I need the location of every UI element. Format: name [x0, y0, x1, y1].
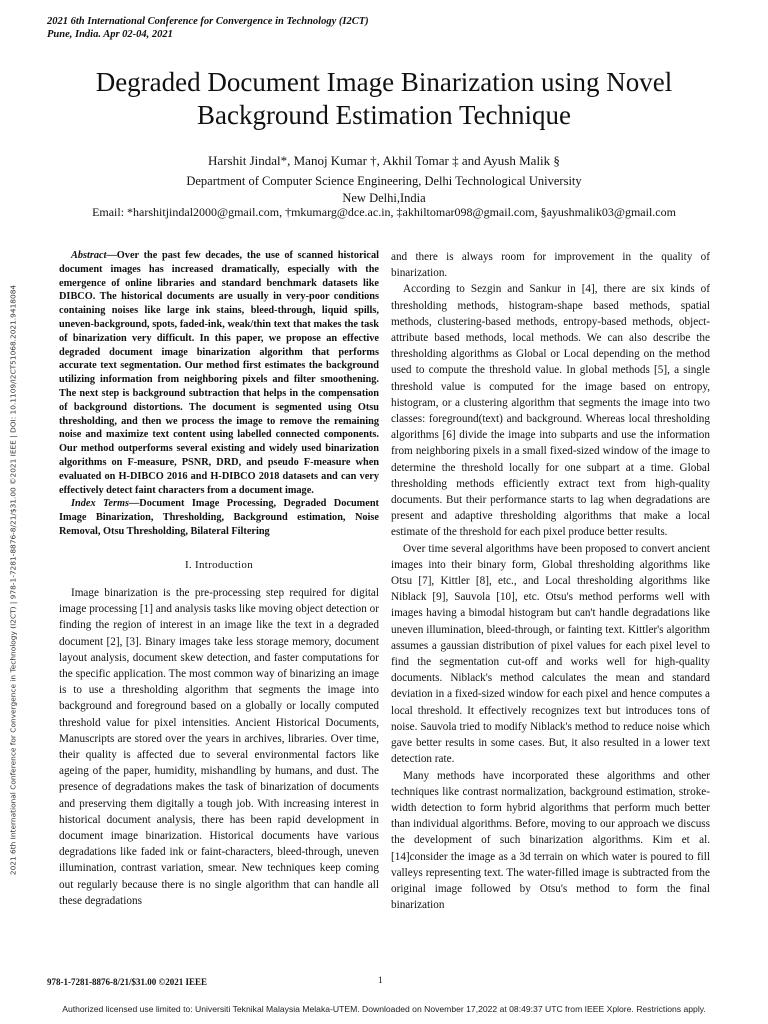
conference-name: 2021 6th International Conference for Convergence in Technology (I2CT) — [47, 16, 369, 27]
body-paragraph-hybrid: Many methods have incorporated these algorithms and other techniques like contrast normalization, background estimation, stroke-width detection to form hybrid algorithms that perform much better than individual algorithms. Before, moving to our approach we discuss the development of such binarization algorithms. Kim et al. [14]consider the image as a 3d terrain on which water is poured to fill valleys representing text. The water-filled image is subtracted from the original image followed by Otsu's method to form the final binarization — [391, 769, 710, 912]
abstract-text: —Over the past few decades, the use of scanned historical document images has increased dramatically, especially with the emergence of online libraries and standard benchmark datasets like DIBCO. The historical documents are usually in very-poor conditions containing noises like large ink stains, bleed-through, liquid spills, uneven-background, spots, faded-ink, weak/thin text that makes the task of binarization very difficult. In this paper, we propose an effective degraded document image binarization algorithm that performs accurate text segmentation. Our method first estimates the background utilizing information from neighboring pixels and filter smoothening. The next step is background subtraction that helps in the compensation of background distortions. The document is segmented using Otsu thresholding, and then we process the image to remove the remaining noise and maximize text content using labelled connected components. Our method outperforms several existing and widely used binarization algorithms on F-measure, PSNR, DRD, and pseudo F-measure when evaluated on H-DIBCO 2016 and H-DIBCO 2018 datasets and can very effectively detect faint characters from a document image. — [59, 250, 379, 496]
abstract-label: Abstract — [71, 250, 107, 261]
license-notice: Authorized licensed use limited to: Universiti Teknikal Malaysia Melaka-UTEM. Downloaded on November 17,2022 at 08:49:37 UTC from IEEE Xplore. Restrictions apply. — [62, 1004, 706, 1014]
conference-header — [47, 16, 369, 41]
right-column — [391, 249, 710, 913]
side-citation-text: 2021 6th International Conference for Convergence in Technology (I2CT) | 978-1-7281-8876-8/21/$31.00 ©2021 IEEE | DOI: 10.1109/I2CT51068.2021.9418084 — [8, 284, 18, 876]
section-heading-introduction: I. Introduction — [184, 558, 254, 571]
body-paragraph-algorithms: Over time several algorithms have been proposed to convert ancient images into their binary form, Global thresholding algorithms like Otsu [7], Kittler [8], etc., and Local thresholding algorithms like Niblack [9], Sauvola [10], etc. Otsu's method performs well with images having a bimodal histogram but can't handle degradations like uneven illumination, bleed-through, or fainting text. Kittler's algorithm assumes a gaussian distribution of pixel values for each pixel level to find the segmentation cut-off and works well for high-quality documents. Niblack's method calculates the mean and standard deviation in a fixed-sized window for each pixel and hence computes a local threshold. It effectively recognizes text but introduces tons of noise. Sauvola tried to modify Niblack's method to reduce noise which gave better results in some cases. But, it also resulted in a lower text detection rate. — [391, 542, 710, 766]
intro-paragraph: Image binarization is the pre-processing step required for digital image processing [1] and analysis tasks like moving object detection or finding the region of interest in an image like the text in a degraded document [2], [3]. Binary images take less storage memory, document layout analysis, document skew detection, and faster computations for the specific application. The most common way of binarizing an image is to use a thresholding algorithm that segments the image into background and foreground based on a globally or locally computed threshold value for pixel intensities. Ancient Historical Documents, Manuscripts are stored over the years in archives, libraries. Over time, their quality is affected due to several environmental factors like ageing of the paper, humidity, mishandling by humans, and dust. The presence of degradations makes the task of binarization of documents and preserving them digitally a tough job. With increasing interest in historical document analysis, there has been rapid development in document image binarization. Historical documents have various degradations like faded ink or faint-characters, bleed-through, uneven illumination, contrast variation, smear. New techniques keep coming out regularly because there is no single algorithm that can handle all these degradations — [59, 586, 379, 907]
index-terms-label: Index Terms — [71, 498, 129, 510]
index-terms-text: —Document Image Processing, Degraded Document Image Binarization, Thresholding, Background estimation, Noise Removal, Otsu Thresholding, Bilateral Filtering — [59, 498, 379, 537]
author-list: Harshit Jindal*, Manoj Kumar †, Akhil Tomar ‡ and Ayush Malik § — [208, 153, 560, 168]
body-paragraph-thresholding: According to Sezgin and Sankur in [4], there are six kinds of thresholding methods, histogram-shape based methods, spatial methods, clustering-based methods, entropy-based methods, object-attribute based methods, local methods. We can also describe the thresholding algorithms as Global or Local depending on the method used to compute the threshold value. In global methods [5], a single threshold value is computed for the image based on entropy, histogram, or a clustering algorithm that segments the image into two classes: foreground(text) and background. Whereas local thresholding algorithms [6] divide the image into subparts and use the information from neighboring pixels in a small fixed-sized window of the image to determine the threshold locally for one subpart at a time. Global thresholding methods efficiently extract text from high-quality documents. But their performance starts to lag when degradations are present and adaptive thresholding algorithms that make a local estimate of the threshold for each pixel produce better results. — [391, 283, 710, 539]
index-terms — [59, 497, 379, 538]
left-column — [59, 249, 379, 909]
abstract — [59, 249, 379, 497]
affiliation — [40, 173, 728, 207]
body-paragraph-continued: and there is always room for improvement in the quality of binarization. — [391, 251, 710, 280]
page-number: 1 — [378, 976, 383, 986]
affiliation-department: Department of Computer Science Engineering, Delhi Technological University — [186, 174, 582, 188]
footer-isbn: 978-1-7281-8876-8/21/$31.00 ©2021 IEEE — [47, 977, 207, 987]
author-emails: Email: *harshitjindal2000@gmail.com, †mkumarg@dce.ac.in, ‡akhiltomar098@gmail.com, §ayushmalik03@gmail.com — [92, 205, 676, 219]
paper-title: Degraded Document Image Binarization using Novel Background Estimation Technique — [95, 67, 673, 130]
affiliation-location: New Delhi,India — [342, 191, 426, 205]
conference-location: Pune, India. Apr 02-04, 2021 — [47, 28, 173, 40]
